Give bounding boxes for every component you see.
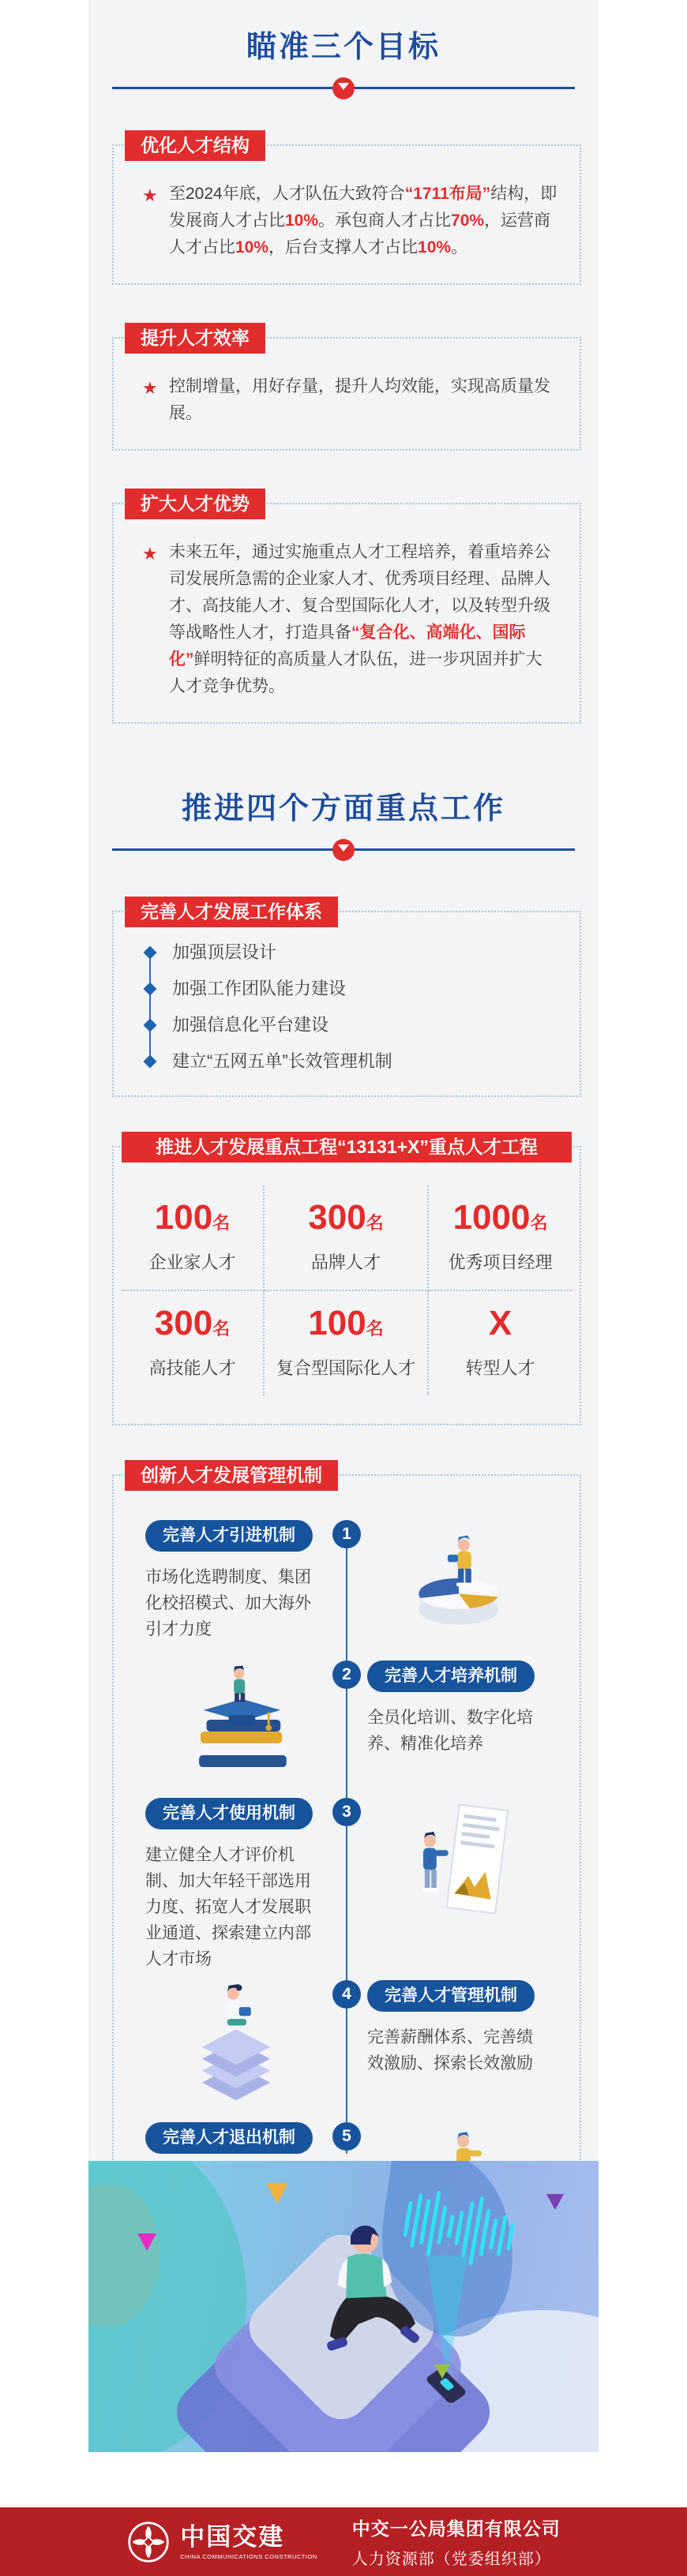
talent-cell (265, 1291, 429, 1395)
goal-label: 优化人才结构 (125, 130, 265, 161)
mechanism-label: 创新人才发展管理机制 (125, 1460, 338, 1491)
talent-number: X (488, 1304, 512, 1342)
mechanism-box (112, 1465, 581, 2261)
chevron-down-icon (338, 844, 349, 852)
diamond-bullet-icon (144, 1055, 157, 1069)
mechanism-text: 市场化选聘制度、集团化校招模式、加大海外引才力度 (145, 1568, 311, 1638)
talent-label: 高技能人才 (148, 1358, 236, 1378)
mechanism-pill: 完善人才引进机制 (145, 1520, 313, 1552)
mechanism-pill: 完善人才使用机制 (145, 1798, 313, 1829)
goal-box-efficiency (112, 328, 581, 451)
ccc-compass-logo-icon (126, 2520, 171, 2564)
talent-number: 300名 (308, 1198, 384, 1237)
talent-cell (429, 1185, 572, 1291)
section-divider (112, 838, 575, 865)
goal-text: ★ 至2024年底，人才队伍大致符合“1711布局”结构，即发展商人才占比10%。承包商人才占比70%，运营商人才占比10%，后台支撑人才占比10%。 (142, 181, 557, 261)
star-icon: ★ (142, 544, 158, 564)
step-number: 3 (332, 1798, 361, 1826)
footer-bar (0, 2507, 687, 2576)
mechanism-pill: 完善人才退出机制 (145, 2122, 313, 2154)
work-system-label: 完善人才发展工作体系 (125, 897, 338, 927)
triangle-shape (137, 2233, 156, 2251)
mechanism-pill: 完善人才培养机制 (367, 1661, 535, 1692)
footer-department: 人力资源部（党委组织部） (351, 2551, 551, 2568)
triangle-shape (266, 2183, 288, 2203)
footer-company-name: 中交一公局集团有限公司 (351, 2518, 561, 2539)
talent-label: 复合型国际化人才 (276, 1358, 415, 1378)
company-logo (126, 2520, 317, 2564)
mechanism-pill: 完善人才管理机制 (367, 1980, 535, 2012)
goal-text: ★ 未来五年，通过实施重点人才工程培养，着重培养公司发展所急需的企业家人才、优秀项目经理、品牌人才、高技能人才、复合型国际化人才，以及转型升级等战略性人才，打造具备“复合化、高端化、国际化”鲜明特征的高质量人才队伍，进一步巩固并扩大人才竞争优势。 (142, 539, 557, 700)
diamond-bullet-icon (144, 946, 157, 960)
star-icon: ★ (142, 378, 158, 398)
list-item: 加强信息化平台建设 (145, 1013, 557, 1050)
section-title-goals: 瞄准三个目标 (246, 31, 441, 64)
section-title-works: 推进四个方面重点工作 (181, 792, 505, 826)
step-number: 4 (332, 1980, 361, 2009)
list-item: 加强工作团队能力建设 (145, 977, 557, 1013)
talent-cell (122, 1185, 265, 1291)
key-project-label: 推进人才发展重点工程“13131+X”重点人才工程 (122, 1132, 572, 1163)
diamond-bullet-icon (144, 1019, 157, 1032)
logo-text: 中国交建 (180, 2522, 285, 2551)
bottom-banner-illustration (88, 2161, 599, 2452)
goal-text: ★ 控制增量，用好存量，提升人均效能，实现高质量发展。 (142, 373, 557, 427)
mechanism-text: 建立健全人才评价机制、加大年轻干部选用力度、拓宽人才发展职业通道、探索建立内部人才市场 (145, 1846, 311, 1968)
mechanism-step-2 (125, 1661, 569, 1793)
talent-number: 1000名 (452, 1198, 548, 1237)
key-project-box (112, 1136, 581, 1425)
person-on-pie-chart-illustration (399, 1520, 517, 1631)
talent-label: 品牌人才 (310, 1252, 381, 1272)
work-system-list (145, 941, 557, 1073)
step-number: 2 (332, 1661, 361, 1689)
step-number: 5 (332, 2122, 361, 2151)
person-on-layers-laptop-illustration (177, 1980, 295, 2106)
mechanism-text: 完善薪酬体系、完善绩效激励、探索长效激励 (367, 2028, 533, 2072)
books-graduation-cap-illustration (177, 1661, 295, 1779)
talent-grid (122, 1185, 572, 1395)
mechanism-step-3 (125, 1798, 569, 1972)
list-item: 加强顶层设计 (145, 941, 557, 977)
work-system-box (112, 901, 581, 1097)
mechanism-step-1 (125, 1520, 569, 1653)
talent-label: 优秀项目经理 (448, 1252, 553, 1272)
talent-cell (265, 1185, 429, 1291)
content-column (88, 0, 599, 2452)
goal-label: 扩大人才优势 (125, 489, 265, 519)
star-icon: ★ (142, 185, 158, 205)
sitting-person-illustration (300, 2210, 442, 2391)
talent-number: 300名 (154, 1304, 231, 1342)
mechanism-step-4 (125, 1980, 569, 2113)
talent-label: 企业家人才 (148, 1252, 236, 1272)
goal-box-advantage (112, 493, 581, 724)
mechanism-text: 全员化培训、数字化培养、精准化培养 (367, 1709, 533, 1753)
step-number: 1 (332, 1520, 361, 1548)
talent-number: 100名 (154, 1198, 231, 1237)
chevron-down-icon (338, 83, 349, 90)
goal-box-structure (112, 135, 581, 285)
talent-cell (122, 1291, 265, 1395)
person-with-report-illustration (399, 1798, 517, 1932)
logo-subtext: CHINA COMMUNICATIONS CONSTRUCTION (180, 2552, 317, 2560)
talent-cell (429, 1291, 572, 1395)
diamond-bullet-icon (144, 983, 157, 996)
goal-label: 提升人才效率 (125, 323, 265, 354)
talent-label: 转型人才 (465, 1358, 535, 1378)
section-divider (112, 77, 575, 103)
mechanism-timeline (125, 1520, 569, 2241)
list-item: 建立“五网五单”长效管理机制 (145, 1050, 557, 1073)
talent-number: 100名 (308, 1304, 384, 1342)
triangle-shape (546, 2194, 564, 2210)
